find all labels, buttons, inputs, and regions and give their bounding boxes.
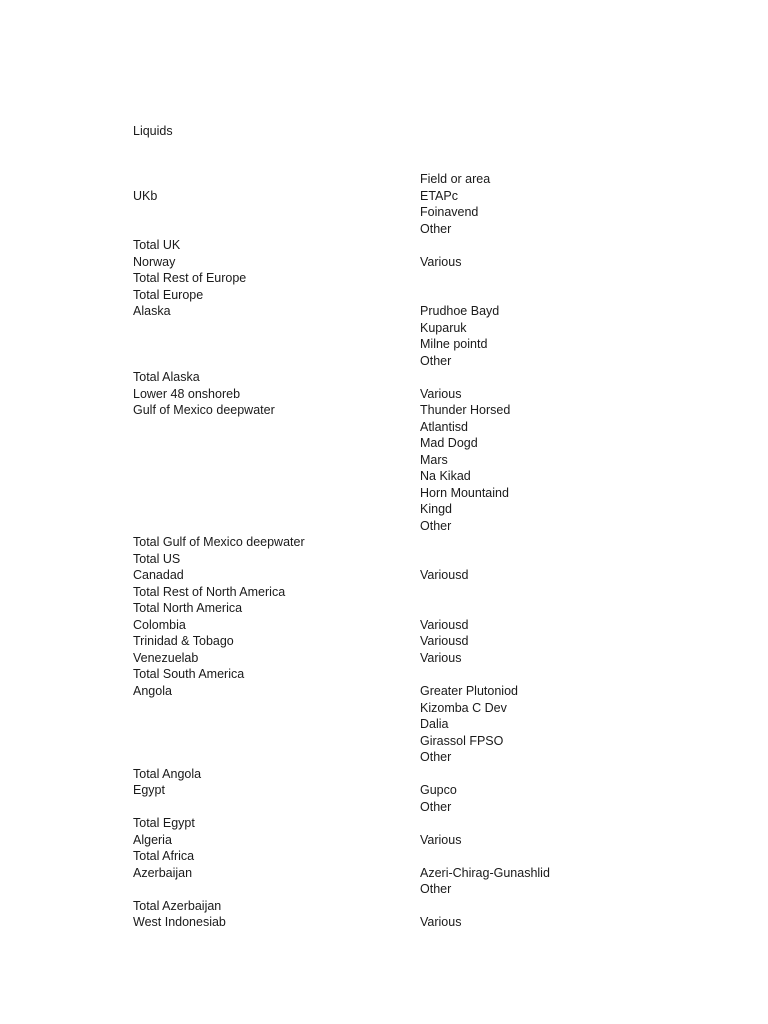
table-row bbox=[0, 617, 768, 634]
table-row bbox=[0, 766, 768, 783]
field-cell: Other bbox=[420, 518, 452, 533]
field-cell: Atlantisd bbox=[420, 419, 468, 434]
field-cell: Other bbox=[420, 799, 452, 814]
country-cell: Total UK bbox=[133, 238, 181, 253]
table-row bbox=[0, 303, 768, 320]
table-row bbox=[0, 914, 768, 931]
country-cell: Colombia bbox=[133, 617, 186, 632]
table-row bbox=[0, 518, 768, 535]
country-cell: Total North America bbox=[133, 601, 243, 616]
table-row bbox=[0, 716, 768, 733]
field-cell: ETAPc bbox=[420, 188, 458, 203]
table-row bbox=[0, 452, 768, 469]
country-cell: Total South America bbox=[133, 667, 245, 682]
table-row bbox=[0, 848, 768, 865]
country-cell: Venezuelab bbox=[133, 650, 199, 665]
country-cell: Total US bbox=[133, 551, 181, 566]
table-row bbox=[0, 171, 768, 188]
field-cell: Various bbox=[420, 832, 462, 847]
table-row bbox=[0, 485, 768, 502]
table-row bbox=[0, 188, 768, 205]
field-cell: Mars bbox=[420, 452, 448, 467]
country-cell: Norway bbox=[133, 254, 176, 269]
table-row bbox=[0, 501, 768, 518]
field-cell: Horn Mountaind bbox=[420, 485, 509, 500]
country-cell: West Indonesiab bbox=[133, 915, 226, 930]
field-cell: Various bbox=[420, 254, 462, 269]
table-row bbox=[0, 204, 768, 221]
field-cell: Milne pointd bbox=[420, 337, 488, 352]
country-cell: Total Azerbaijan bbox=[133, 898, 222, 913]
country-cell: Gulf of Mexico deepwater bbox=[133, 403, 275, 418]
country-cell: Egypt bbox=[133, 783, 165, 798]
table-row bbox=[0, 353, 768, 370]
field-cell: Other bbox=[420, 882, 452, 897]
table-row bbox=[0, 650, 768, 667]
table-row bbox=[0, 782, 768, 799]
field-cell: Other bbox=[420, 750, 452, 765]
field-cell: Kizomba C Dev bbox=[420, 700, 507, 715]
field-cell: Various bbox=[420, 650, 462, 665]
table-row bbox=[0, 336, 768, 353]
table-row bbox=[0, 254, 768, 271]
country-cell: Total Africa bbox=[133, 849, 195, 864]
field-cell: Dalia bbox=[420, 717, 449, 732]
country-cell: Trinidad & Tobago bbox=[133, 634, 234, 649]
country-cell: UKb bbox=[133, 188, 158, 203]
table-row bbox=[0, 683, 768, 700]
field-cell: Variousd bbox=[420, 634, 469, 649]
field-cell: Field or area bbox=[420, 172, 491, 186]
field-cell: Azeri-Chirag-Gunashlid bbox=[420, 865, 550, 880]
table-row bbox=[0, 435, 768, 452]
table-row bbox=[0, 733, 768, 750]
country-cell: Total Rest of North America bbox=[133, 584, 286, 599]
country-cell: Lower 48 onshoreb bbox=[133, 386, 241, 401]
country-cell: Total Alaska bbox=[133, 370, 200, 385]
country-cell: Algeria bbox=[133, 832, 172, 847]
table-row bbox=[0, 749, 768, 766]
field-cell: Various bbox=[420, 386, 462, 401]
table-row bbox=[0, 666, 768, 683]
section-heading: Liquids bbox=[133, 124, 173, 138]
country-cell: Alaska bbox=[133, 304, 171, 319]
field-cell: Prudhoe Bayd bbox=[420, 304, 500, 319]
table-row bbox=[0, 534, 768, 551]
table-row bbox=[0, 600, 768, 617]
table-row bbox=[0, 584, 768, 601]
field-cell: Kuparuk bbox=[420, 320, 467, 335]
table-row bbox=[0, 700, 768, 717]
table-row bbox=[0, 799, 768, 816]
table-row bbox=[0, 419, 768, 436]
table-row bbox=[0, 898, 768, 915]
table-row bbox=[0, 468, 768, 485]
field-cell: Gupco bbox=[420, 783, 457, 798]
table-row bbox=[0, 369, 768, 386]
country-cell: Total Angola bbox=[133, 766, 202, 781]
country-cell: Azerbaijan bbox=[133, 865, 193, 880]
table-row bbox=[0, 320, 768, 337]
table-row bbox=[0, 270, 768, 287]
liquids-table bbox=[0, 171, 768, 931]
country-cell: Total Egypt bbox=[133, 816, 195, 831]
field-cell: Other bbox=[420, 221, 452, 236]
table-row bbox=[0, 881, 768, 898]
field-cell: Mad Dogd bbox=[420, 436, 478, 451]
country-cell: Total Gulf of Mexico deepwater bbox=[133, 535, 305, 550]
country-cell: Angola bbox=[133, 683, 172, 698]
table-row bbox=[0, 815, 768, 832]
field-cell: Girassol FPSO bbox=[420, 733, 504, 748]
table-row bbox=[0, 567, 768, 584]
field-cell: Variousd bbox=[420, 617, 469, 632]
table-row bbox=[0, 221, 768, 238]
country-cell: Total Rest of Europe bbox=[133, 271, 247, 286]
table-row bbox=[0, 287, 768, 304]
table-row bbox=[0, 237, 768, 254]
table-row bbox=[0, 832, 768, 849]
field-cell: Foinavend bbox=[420, 205, 479, 220]
field-cell: Thunder Horsed bbox=[420, 403, 511, 418]
field-cell: Variousd bbox=[420, 568, 469, 583]
table-row bbox=[0, 402, 768, 419]
field-cell: Kingd bbox=[420, 502, 452, 517]
field-cell: Various bbox=[420, 915, 462, 930]
field-cell: Other bbox=[420, 353, 452, 368]
country-cell: Total Europe bbox=[133, 287, 204, 302]
table-row bbox=[0, 551, 768, 568]
field-cell: Greater Plutoniod bbox=[420, 683, 518, 698]
table-row bbox=[0, 386, 768, 403]
field-cell: Na Kikad bbox=[420, 469, 471, 484]
country-cell: Canadad bbox=[133, 568, 184, 583]
table-row bbox=[0, 633, 768, 650]
table-row bbox=[0, 865, 768, 882]
